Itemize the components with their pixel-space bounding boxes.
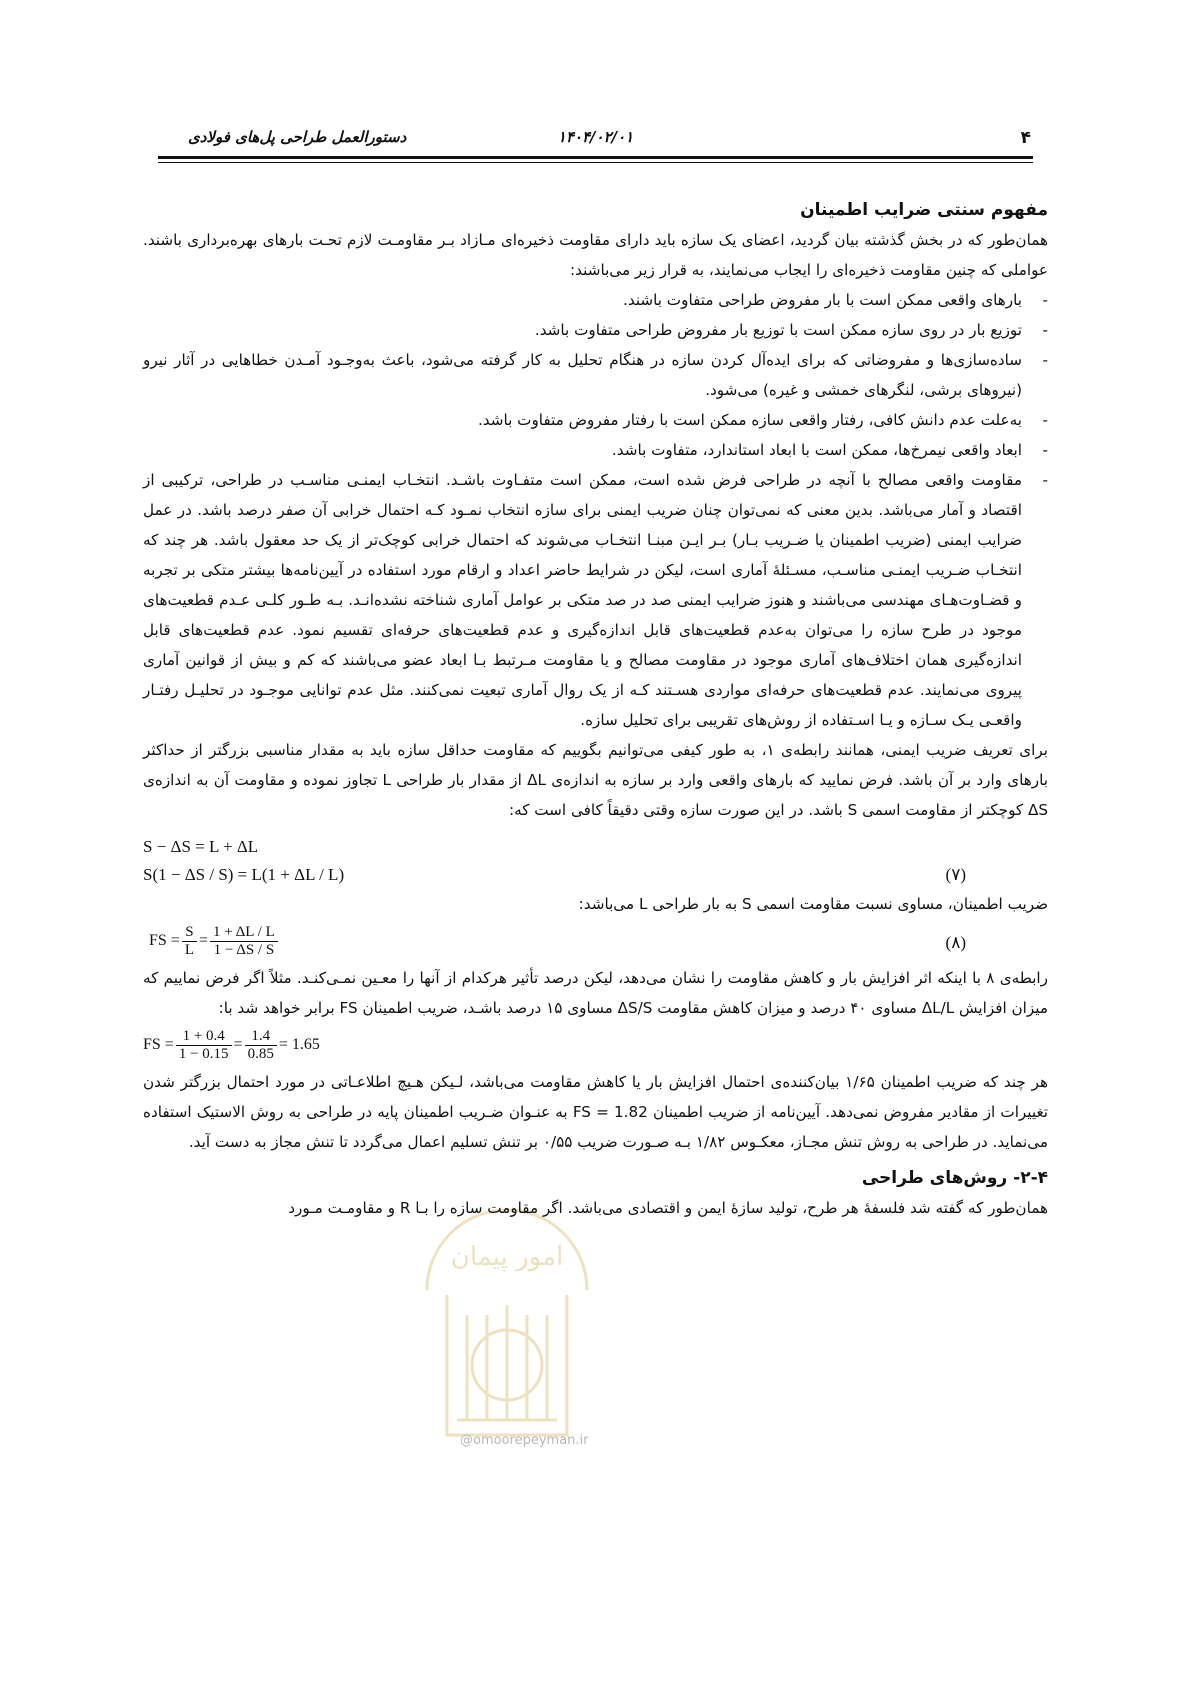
list-item: - توزیع بار در روی سازه ممکن است با توزیع بار مفروض طراحی متفاوت باشد. [143, 315, 1048, 345]
paragraph: برای تعریف ضریب ایمنی، همانند رابطه‌ی ۱، به طور کیفی می‌توانیم بگوییم که مقاومت حداقل سازه باید به مقدار مناسبی بزرگتر از حداکثر بارهای وارد بر آن باشد. فرض نمایید که بارهای واقعی وارد بر سازه به اندازه‌ی ΔL از مقدار بار طراحی L تجاوز نموده و مقاومت آن به اندازه‌ی ΔS کوچکتر از مقاومت اسمی S باشد. در این صورت سازه وقتی دقیقاً کافی است که: [143, 741, 1048, 819]
header-rule-thick [158, 156, 1033, 159]
header-rule-thin [158, 162, 1033, 163]
list-item: - به‌علت عدم دانش کافی، رفتار واقعی سازه ممکن است با رفتار مفروض متفاوت باشد. [143, 405, 1048, 435]
equation-number: (۷) [945, 865, 966, 884]
watermark-logo [412, 1195, 602, 1445]
paragraph: هر چند که ضریب اطمینان ۱/۶۵ بیان‌کننده‌ی احتمال افزایش بار یا کاهش مقاومت می‌باشد، لـیکن هـیچ اطلاعـاتی در مورد احتمال بزرگتر شدن تغییرات از مقادیر مفروض نمی‌دهد. آیین‌نامه از ضریب اطمینان FS = 1.82 به عنـوان ضـریب اطمینان پایه در طراحی به روش الاستیک استفاده می‌نماید. در طراحی به روش تنش مجـاز، معکـوس ۱/۸۲ بـه صـورت ضریب ۰/۵۵ بر تنش تسلیم اعمال می‌گردد تا تنش مجاز به دست آید. [143, 1073, 1049, 1151]
section-heading: ۲-۴- روش‌های طراحی [861, 1168, 1048, 1188]
equation-number: (۸) [945, 933, 966, 952]
page-header [160, 128, 1031, 148]
page-content [143, 195, 1048, 1223]
equation-9: FS = $\frac{1 + 0.4}{1 - 0.15}$ = $\frac{1.4}{0.85}$ = 1.65 [143, 1027, 320, 1062]
intro-paragraph: همان‌طور که در بخش گذشته بیان گردید، اعضای یک سازه باید دارای مقاومت ذخیره‌ای مـازاد بـر مقاومـت لازم تحـت بارهای بهره‌برداری باشند. عواملی که چنین مقاومت ذخیره‌ای را ایجاب می‌نمایند، به قرار زیر می‌باشند: [143, 231, 1048, 279]
list-item: - ساده‌سازی‌ها و مفروضاتی که برای ایده‌آل کردن سازه در هنگام تحلیل به کار گرفته می‌شود، باعث به‌وجـود آمـدن خطاهایی در آثار نیرو (نیروهای برشی، لنگرهای خمشی و غیره) می‌شود. [143, 345, 1048, 405]
page-number: ۴ [1020, 128, 1031, 148]
list-item: - بارهای واقعی ممکن است با بار مفروض طراحی متفاوت باشند. [143, 285, 1048, 315]
equation-7-line2: S(1 − ΔS / S) = L(1 + ΔL / L) (۷) [143, 861, 1048, 889]
header-date: ۱۴۰۴/۰۲/۰۱ [557, 128, 634, 146]
paragraph: همان‌طور که گفته شد فلسفهٔ هر طرح، تولید سازهٔ ایمن و اقتصادی می‌باشد. اگر مقاومت سازه را بـا R و مقاومـت مـورد [288, 1199, 1048, 1217]
equation-7-line1: S − ΔS = L + ΔL [143, 837, 259, 856]
list-item: - ابعاد واقعی نیمرخ‌ها، ممکن است با ابعاد استاندارد، متفاوت باشد. [143, 435, 1048, 465]
watermark-logo-text: امور پیمان [450, 1242, 564, 1272]
document-title: دستورالعمل طراحی پل‌های فولادی [188, 128, 407, 146]
paragraph: ضریب اطمینان، مساوی نسبت مقاومت اسمی S به بار طراحی L می‌باشد: [578, 895, 1048, 913]
list-item: - مقاومت واقعی مصالح با آنچه در طراحی فرض شده است، ممکن است متفـاوت باشـد. انتخـاب ایمنـی مناسـب در طراحی، ترکیبی از اقتصاد و آمار می‌باشد. بدین معنی که نمی‌توان چنان ضریب ایمنی برای سازه انتخاب نمـود کـه احتمال خرابی آن صفر درصد باشد. در عمل ضرایب ایمنی (ضریب اطمینان یا ضـریب بـار) بـر ایـن مبنـا انتخـاب می‌شوند که احتمال خرابی کوچک‌تر از یک حد معقول باشد. هر چند که انتخـاب ضـریب ایمنـی مناسـب، مسـئلهٔ آماری است، لیکن در شرایط حاضر اعداد و ارقام مورد استفاده در آیین‌نامه‌ها بیشتر متکی بر تجربه و قضـاوت‌هـای مهندسی می‌باشند و هنوز ضرایب ایمنی صد در صد متکی بر عوامل آماری شناخته نشده‌انـد. بـه طـور کلـی عـدم قطعیت‌های موجود در طرح سازه را می‌توان به‌عدم قطعیت‌های قابل اندازه‌گیری و عدم قطعیت‌های حرفه‌ای تقسیم نمود. عدم قطعیت‌های قابل اندازه‌گیری همان اختلاف‌های آماری موجود در مقاومت مصالح و یا مقاومت مـرتبط بـا ابعاد عضو می‌باشند که کم و بیش از قوانین آماری پیروی می‌نمایند. عدم قطعیت‌های حرفه‌ای مواردی هسـتند کـه از یک روال آماری تبعیت نمی‌کنند. مثل عدم توانایی موجـود در تحلیـل رفتـار واقعـی یـک سـازه و یـا اسـتفاده از روش‌های تقریبی برای تحلیل سازه. [143, 465, 1048, 735]
paragraph: رابطه‌ی ۸ با اینکه اثر افزایش بار و کاهش مقاومت را نشان می‌دهد، لیکن درصد تأثیر هرکدام از آنها را معـین نمـی‌کنـد. مثلاً اگر فرض نماییم که میزان افزایش ΔL/L مساوی ۴۰ درصد و میزان کاهش مقاومت ΔS/S مساوی ۱۵ درصد باشـد، ضریب اطمینان FS برابر خواهد شد با: [143, 969, 1048, 1017]
bullet-list [143, 285, 1048, 735]
watermark-url: @omoorepeyman.ir [460, 1433, 589, 1448]
equation-8: FS = $\frac{S}{L}$ = $\frac{1 + \Delta L / L}{1 - \Delta S / S}$ (۸) [149, 923, 966, 958]
section-heading: مفهوم سنتی ضرایب اطمینان [800, 200, 1048, 220]
